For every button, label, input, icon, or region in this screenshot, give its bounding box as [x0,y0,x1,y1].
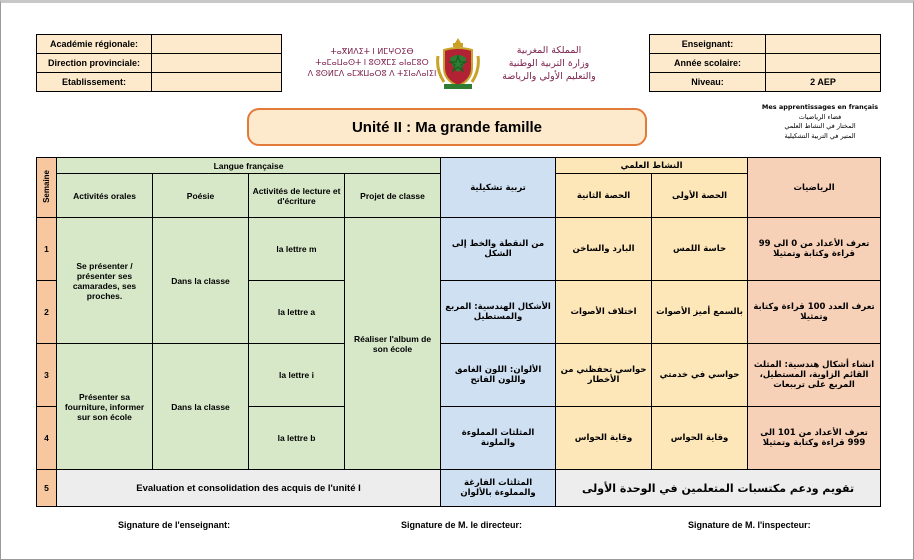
arabic-ministry-line: المملكة المغربية [516,45,582,56]
poesie-cell: Dans la classe [153,344,249,470]
projet-cell: Réaliser l'album de son école [345,218,441,470]
semaine-header: Semaine [37,158,57,218]
science-session1-header: الحصة الأولى [652,174,748,218]
references-note [760,103,880,149]
arabic-ministry-line: وزارة التربية الوطنية [508,58,590,69]
lecture-cell: la lettre m [249,218,345,281]
inspector-signature-label: Signature de M. l'inspecteur: [688,520,811,530]
evaluation-arabic: تقويم ودعم مكتسبات المتعلمين في الوحدة الأولى [556,470,881,507]
tifinagh-line: ⴷ ⵓⵙⵍⵎⴷ ⴰⵎⵣⵡⴰⵔⵓ ⴷ ⵜⵉⵏⴰⴷⴰⵏⵉⵏ [307,69,437,78]
science-session2-cell: وقاية الحواس [556,407,652,470]
week-number: 1 [37,218,57,281]
art-cell: من النقطة والخط إلى الشكل [441,218,556,281]
annee-label: Année scolaire: [650,54,766,73]
header-left-table [36,34,282,92]
math-cell: تعرف الأعداد من 0 الى 99 قراءة وكتابة وتمثيلا [748,218,881,281]
science-session1-cell: بالسمع أميز الأصوات [652,281,748,344]
orales-cell: Présenter sa fourniture, informer sur son école [57,344,153,470]
projet-header: Projet de classe [345,174,441,218]
annee-value[interactable] [766,54,881,73]
math-cell: تعرف الأعداد من 101 الى 999 قراءة وكتابة وتمثيلا [748,407,881,470]
etablissement-value[interactable] [152,73,282,92]
week-number: 3 [37,344,57,407]
math-cell: انشاء أشكال هندسية: المثلث القائم الزاوية، المستطيل، المربع على ترببعات [748,344,881,407]
art-cell: المثلثات المملوءة والملونة [441,407,556,470]
direction-value[interactable] [152,54,282,73]
niveau-label: Niveau: [650,73,766,92]
arabic-ministry-line: والتعليم الأولي والرياضة [502,71,596,82]
lecture-cell: la lettre b [249,407,345,470]
langue-francaise-header: Langue française [57,158,441,174]
direction-label: Direction provinciale: [37,54,152,73]
lecture-header: Activités de lecture et d'écriture [249,174,345,218]
reference-french: Mes apprentissages en français [761,103,879,111]
lecture-cell: la lettre i [249,344,345,407]
evaluation-french: Evaluation et consolidation des acquis de l'unité I [57,470,441,507]
tifinagh-line: ⵜⴰⴳⵍⴷⵉⵜ ⵏ ⵍⵎⵖⵔⵉⴱ [330,47,414,56]
week-number: 2 [37,281,57,344]
arabic-ministry-name [484,44,614,83]
science-header: النشاط العلمي [556,158,748,174]
week-number: 4 [37,407,57,470]
evaluation-art: المثلثات الفارغة والمملوءة بالألوان [441,470,556,507]
table-row [37,218,881,281]
enseignant-value[interactable] [766,35,881,54]
lecture-cell: la lettre a [249,281,345,344]
ministry-emblem-area [300,36,620,92]
science-session2-cell: البارد والساخن [556,218,652,281]
evaluation-row [37,470,881,507]
academie-label: Académie régionale: [37,35,152,54]
art-cell: الأشكال الهندسية: المربع والمستطيل [441,281,556,344]
reference-math: فضاء الرياضيات [798,112,842,121]
art-header: تربية تشكيلية [441,158,556,218]
week-number: 5 [37,470,57,507]
header-right-table [649,34,881,92]
orales-cell: Se présenter / présenter ses camarades, ses proches. [57,218,153,344]
poesie-header: Poésie [153,174,249,218]
science-session2-cell: حواسي تحفظني من الأخطار [556,344,652,407]
director-signature-label: Signature de M. le directeur: [401,520,523,530]
science-session1-cell: وقاية الحواس [652,407,748,470]
niveau-value[interactable]: 2 AEP [766,73,881,92]
table-row [37,344,881,407]
art-cell: الألوان: اللون الغامق واللون الفاتح [441,344,556,407]
science-session1-cell: حاسة اللمس [652,218,748,281]
tifinagh-ministry-name [306,46,438,79]
signatures-row [0,520,914,534]
teacher-signature-label: Signature de l'enseignant: [118,520,231,530]
math-cell: تعرف العدد 100 قراءة وكتابة وتمثيلا [748,281,881,344]
orales-header: Activités orales [57,174,153,218]
reference-art: المتير في التربية التشكيلية [784,131,856,140]
academie-value[interactable] [152,35,282,54]
reference-science: المختار في النشاط العلمي [784,122,856,130]
tifinagh-line: ⵜⴰⵎⴰⵡⴰⵙⵜ ⵏ ⵓⵙⴳⵎⵉ ⴰⵏⴰⵎⵓⵔ [315,58,429,67]
etablissement-label: Etablissement: [37,73,152,92]
enseignant-label: Enseignant: [650,35,766,54]
planning-table [36,157,881,507]
science-session2-cell: اختلاف الأصوات [556,281,652,344]
unit-title: Unité II : Ma grande famille [247,108,647,146]
science-session2-header: الحصة الثانية [556,174,652,218]
science-session1-cell: حواسي في خدمتي [652,344,748,407]
poesie-cell: Dans la classe [153,218,249,344]
math-header: الرياضيات [748,158,881,218]
coat-of-arms-icon [436,36,480,92]
